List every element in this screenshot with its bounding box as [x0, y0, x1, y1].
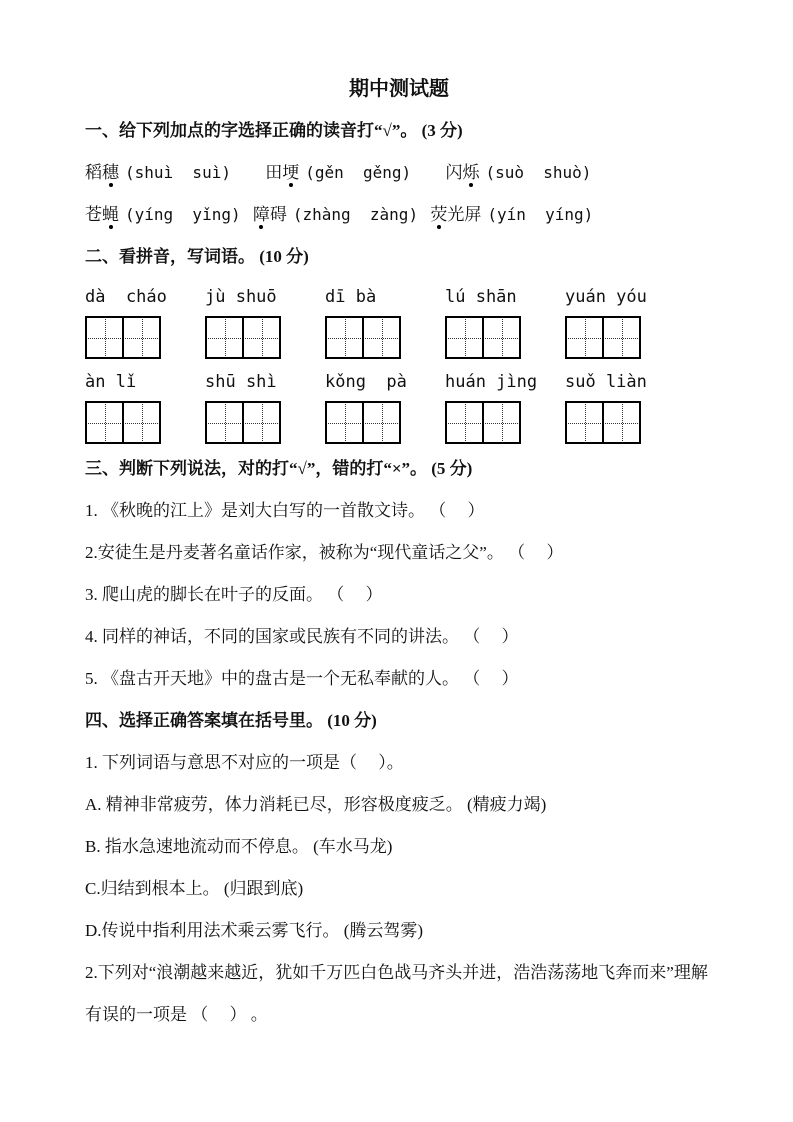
pinyin-options: (zhàng zàng): [292, 205, 419, 224]
hanzi: 闪: [445, 163, 463, 182]
pinyin-label: yuán yóu: [565, 287, 647, 307]
choice-option-a: A. 精神非常疲劳，体力消耗已尽，形容极度疲乏。 (精疲力竭): [85, 795, 547, 814]
grid-cell: [242, 318, 279, 357]
dotted-hanzi: 障: [252, 205, 270, 224]
writing-grid: [445, 316, 521, 359]
word-item: [265, 163, 411, 182]
pinyin-label: lú shān: [445, 287, 517, 307]
hanzi: 苍: [85, 205, 102, 224]
judge-item-2: 2.安徒生是丹麦著名童话作家，被称为“现代童话之父”。 （ ）: [85, 543, 564, 562]
choice-option-b: B. 指水急速地流动而不停息。 (车水马龙): [85, 837, 393, 856]
grid-cell: [122, 318, 159, 357]
pinyin-label: dī bà: [325, 287, 377, 307]
word-item: [253, 205, 418, 224]
word-item: [445, 163, 591, 182]
pinyin-options: (gěn gěng): [305, 163, 412, 182]
section-three-heading: 三、判断下列说法，对的打“√”，错的打“×”。 (5 分): [85, 459, 473, 478]
pinyin-options: (yín yíng): [487, 205, 594, 224]
writing-grid: [205, 401, 281, 444]
pinyin-label: suǒ liàn: [565, 372, 647, 392]
word-item: [85, 163, 231, 182]
dotted-hanzi: 穗: [102, 163, 119, 182]
writing-grid: [565, 316, 641, 359]
pinyin-label: jù shuō: [205, 287, 277, 307]
grid-cell: [327, 403, 362, 442]
grid-cell: [482, 318, 519, 357]
choice-option-d: D.传说中指利用法术乘云雾飞行。 (腾云驾雾): [85, 921, 424, 940]
grid-cell: [362, 318, 399, 357]
grid-cell: [447, 403, 482, 442]
grid-cell: [207, 318, 242, 357]
hanzi: 田: [265, 163, 283, 182]
judge-item-5: 5. 《盘古开天地》中的盘古是一个无私奉献的人。 （ ）: [85, 669, 519, 688]
pronunciation-word-row-1: [85, 152, 713, 194]
section-four-heading: 四、选择正确答案填在括号里。 (10 分): [85, 711, 377, 730]
dotted-hanzi: 烁: [462, 163, 480, 182]
grid-cell: [242, 403, 279, 442]
pinyin-label-row-2: [85, 363, 713, 401]
page-title: 期中测试题: [349, 78, 449, 100]
pinyin-options: (yíng yǐng): [125, 205, 241, 224]
writing-grid: [205, 316, 281, 359]
dotted-hanzi: 蝇: [102, 205, 119, 224]
hanzi: 稻: [85, 163, 102, 182]
writing-grid: [565, 401, 641, 444]
grid-cell: [362, 403, 399, 442]
judge-item-3: 3. 爬山虎的脚长在叶子的反面。 （ ）: [85, 585, 383, 604]
grid-cell: [87, 403, 122, 442]
word-item: [85, 205, 241, 224]
writing-grid: [445, 401, 521, 444]
judge-item-4: 4. 同样的神话，不同的国家或民族有不同的讲法。 （ ）: [85, 627, 519, 646]
dotted-hanzi: 荧: [430, 205, 448, 224]
pronunciation-word-row-2: [85, 194, 713, 236]
choice-question-1: 1. 下列词语与意思不对应的一项是（ ）。: [85, 753, 404, 772]
writing-grid: [85, 316, 161, 359]
writing-grid-row-1: [85, 316, 713, 359]
pinyin-label: shū shì: [205, 372, 277, 392]
dotted-hanzi: 埂: [282, 163, 300, 182]
grid-cell: [87, 318, 122, 357]
pinyin-label: dà cháo: [85, 287, 167, 307]
writing-grid: [85, 401, 161, 444]
grid-cell: [602, 318, 639, 357]
pinyin-options: (suò shuò): [485, 163, 592, 182]
pinyin-label: àn lǐ: [85, 372, 137, 392]
section-one-heading: 一、给下列加点的字选择正确的读音打“√”。 (3 分): [85, 121, 463, 140]
grid-cell: [567, 403, 602, 442]
section-two-heading: 二、看拼音，写词语。 (10 分): [85, 247, 309, 266]
grid-cell: [327, 318, 362, 357]
grid-cell: [447, 318, 482, 357]
grid-cell: [602, 403, 639, 442]
pinyin-label: huán jìng: [445, 372, 538, 392]
pinyin-label: kǒng pà: [325, 372, 407, 392]
choice-question-2: 2.下列对“浪潮越来越近，犹如千万匹白色战马齐头并进，浩浩荡荡地飞奔而来”理解有误的一项是 （ ） 。: [85, 963, 708, 1024]
grid-cell: [567, 318, 602, 357]
grid-cell: [207, 403, 242, 442]
judge-item-1: 1. 《秋晚的江上》是刘大白写的一首散文诗。 （ ）: [85, 501, 485, 520]
writing-grid: [325, 401, 401, 444]
hanzi: 碍: [269, 205, 287, 224]
choice-option-c: C.归结到根本上。 (归跟到底): [85, 879, 304, 898]
grid-cell: [122, 403, 159, 442]
writing-grid: [325, 316, 401, 359]
pinyin-label-row-1: [85, 278, 713, 316]
hanzi: 光屏: [447, 205, 482, 224]
grid-cell: [482, 403, 519, 442]
writing-grid-row-2: [85, 401, 713, 444]
pinyin-options: (shuì suì): [125, 163, 231, 182]
word-item: [430, 205, 593, 224]
